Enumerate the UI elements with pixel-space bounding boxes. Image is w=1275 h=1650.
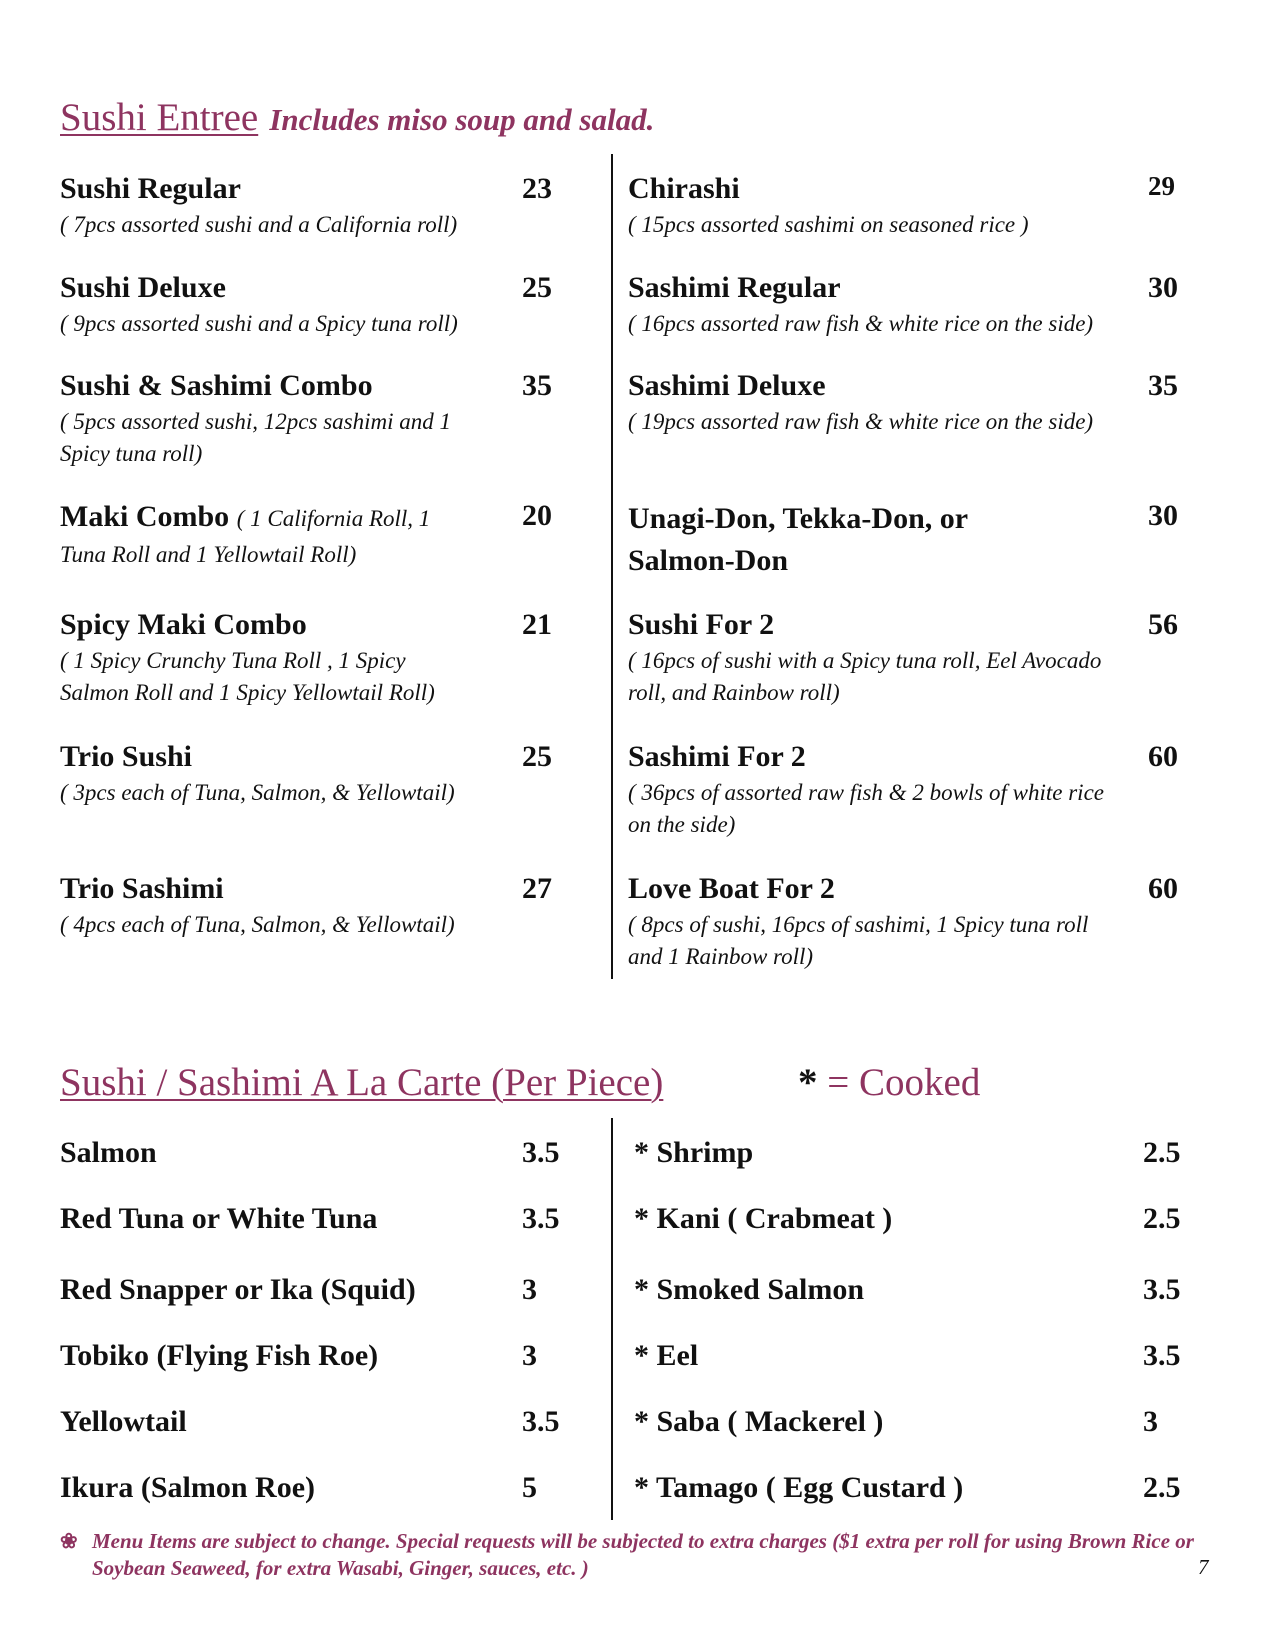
- entree-subtitle: Includes miso soup and salad.: [269, 102, 655, 137]
- item-price: 3.5: [522, 1202, 560, 1235]
- menu-item: [60, 368, 490, 470]
- item-price: 3: [522, 1273, 537, 1306]
- item-price: 30: [1148, 499, 1178, 532]
- item-price: 30: [1148, 271, 1178, 304]
- item-price: 29: [1148, 171, 1175, 201]
- menu-item: [628, 368, 1118, 438]
- cooked-legend-text: = Cooked: [827, 1061, 981, 1104]
- item-name: Sashimi For 2: [628, 740, 806, 773]
- page-number: 7: [1198, 1555, 1209, 1579]
- item-name: Chirashi: [628, 172, 740, 205]
- menu-item: [628, 498, 1028, 582]
- item-description: ( 7pcs assorted sushi and a California roll): [60, 212, 458, 237]
- item-description: ( 15pcs assorted sashimi on seasoned rice ): [628, 212, 1029, 237]
- item-name: Red Tuna or White Tuna: [60, 1202, 378, 1235]
- item-price: 3.5: [1143, 1339, 1181, 1372]
- alacarte-header: [60, 1063, 663, 1102]
- item-name: * Shrimp: [634, 1136, 754, 1169]
- item-price: 60: [1148, 740, 1178, 773]
- item-description: ( 8pcs of sushi, 16pcs of sashimi, 1 Spicy tuna roll and 1 Rainbow roll): [628, 912, 1089, 969]
- item-description: ( 16pcs of sushi with a Spicy tuna roll, Eel Avocado roll, and Rainbow roll): [628, 648, 1102, 705]
- menu-item: [60, 607, 480, 709]
- menu-item: [628, 171, 1108, 241]
- menu-item: [628, 739, 1108, 841]
- item-price: 56: [1148, 608, 1178, 641]
- item-price: 3.5: [522, 1136, 560, 1169]
- menu-item: [628, 270, 1118, 340]
- item-name: Unagi-Don, Tekka-Don, or Salmon-Don: [628, 502, 968, 577]
- item-description: ( 9pcs assorted sushi and a Spicy tuna roll): [60, 311, 458, 336]
- cooked-star: *: [798, 1061, 818, 1104]
- item-name: Trio Sushi: [60, 740, 192, 773]
- cooked-legend: [798, 1063, 980, 1102]
- item-name: Ikura (Salmon Roe): [60, 1471, 316, 1504]
- item-description: ( 4pcs each of Tuna, Salmon, & Yellowtail): [60, 912, 455, 937]
- menu-item: [628, 607, 1108, 709]
- item-price: 2.5: [1143, 1471, 1181, 1504]
- item-price: 35: [522, 369, 552, 402]
- item-description: ( 36pcs of assorted raw fish & 2 bowls of white rice on the side): [628, 780, 1104, 837]
- item-name: * Kani ( Crabmeat ): [634, 1202, 893, 1235]
- item-description: ( 3pcs each of Tuna, Salmon, & Yellowtail): [60, 780, 455, 805]
- item-name: * Smoked Salmon: [634, 1273, 865, 1306]
- item-price: 3.5: [522, 1405, 560, 1438]
- item-description: ( 1 Spicy Crunchy Tuna Roll , 1 Spicy Salmon Roll and 1 Spicy Yellowtail Roll): [60, 648, 435, 705]
- item-name: Sashimi Regular: [628, 271, 841, 304]
- item-name: Sushi Regular: [60, 172, 241, 205]
- item-name: Yellowtail: [60, 1405, 187, 1438]
- footer-note: [60, 1528, 1220, 1582]
- menu-item: [60, 500, 480, 572]
- item-name: Sushi & Sashimi Combo: [60, 369, 373, 402]
- item-name: Salmon: [60, 1136, 157, 1169]
- menu-item: [60, 171, 510, 241]
- item-name: Spicy Maki Combo: [60, 608, 307, 641]
- alacarte-title: Sushi / Sashimi A La Carte (Per Piece): [60, 1061, 664, 1104]
- item-name: Trio Sashimi: [60, 872, 224, 905]
- item-price: 2.5: [1143, 1136, 1181, 1169]
- item-price: 25: [522, 740, 552, 773]
- item-price: 27: [522, 872, 552, 905]
- item-price: 23: [522, 172, 552, 205]
- item-price: 35: [1148, 369, 1178, 402]
- item-name: * Tamago ( Egg Custard ): [634, 1471, 964, 1504]
- item-price: 21: [522, 608, 552, 641]
- item-name: Love Boat For 2: [628, 872, 835, 905]
- item-price: 5: [522, 1471, 537, 1504]
- item-description: ( 1 California Roll, 1 Tuna Roll and 1 Yellowtail Roll): [60, 506, 431, 567]
- item-name: * Eel: [634, 1339, 699, 1372]
- menu-item: [60, 270, 510, 340]
- item-price: 3.5: [1143, 1273, 1181, 1306]
- item-price: 60: [1148, 872, 1178, 905]
- footer-note-text: Menu Items are subject to change. Special requests will be subjected to extra charges ($1 extra per roll for using Brown Rice or Soybean Seaweed, for extra Wasabi, Ginger, sauces, etc. ): [92, 1529, 1194, 1580]
- item-description: ( 16pcs assorted raw fish & white rice on the side): [628, 311, 1094, 336]
- item-price: 2.5: [1143, 1202, 1181, 1235]
- column-divider: [611, 154, 613, 979]
- item-name: Sushi Deluxe: [60, 271, 226, 304]
- menu-item: [628, 871, 1128, 973]
- item-name: Sashimi Deluxe: [628, 369, 826, 402]
- item-price: 3: [1143, 1405, 1158, 1438]
- item-price: 3: [522, 1339, 537, 1372]
- flower-icon: ❀: [60, 1529, 78, 1553]
- item-name: * Saba ( Mackerel ): [634, 1405, 884, 1438]
- item-description: ( 5pcs assorted sushi, 12pcs sashimi and 1 Spicy tuna roll): [60, 409, 452, 466]
- item-name: Maki Combo: [60, 500, 230, 533]
- item-price: 20: [522, 499, 552, 532]
- item-name: Red Snapper or Ika (Squid): [60, 1273, 416, 1306]
- column-divider: [611, 1118, 613, 1520]
- entree-header: [60, 98, 654, 137]
- entree-title: Sushi Entree: [60, 96, 259, 139]
- item-price: 25: [522, 271, 552, 304]
- menu-item: [60, 739, 530, 809]
- item-description: ( 19pcs assorted raw fish & white rice on the side): [628, 409, 1094, 434]
- item-name: Sushi For 2: [628, 608, 775, 641]
- menu-item: [60, 871, 530, 941]
- item-name: Tobiko (Flying Fish Roe): [60, 1339, 379, 1372]
